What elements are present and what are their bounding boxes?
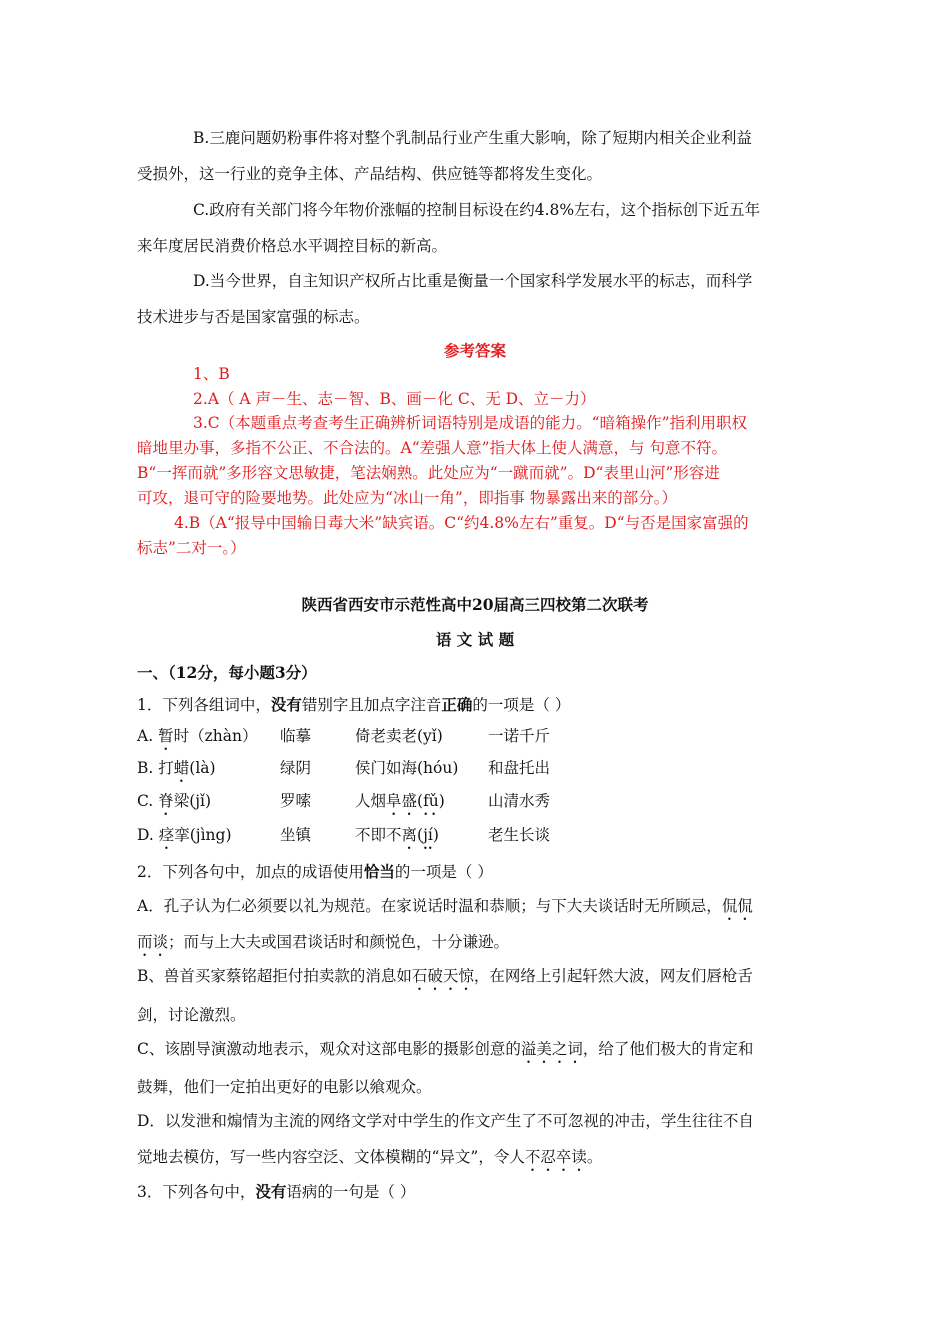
option-d-line1: D.当今世界，自主知识产权所占比重是衡量一个国家科学发展水平的标志，而科学: [193, 272, 753, 290]
answers-title: 参考答案: [443, 341, 506, 360]
document-page: B.三鹿问题奶粉事件将对整个乳制品行业产生重大影响，除了短期内相关企业利益 受损外，这一行业的竞争主体、产品结构、供应链等都将发生变化。 C.政府有关部门将今年物价涨幅的控制目标设在约4.8%左右，这个指标创下近五年 来年度居民消费价格总水平调控目标的新高。 D.当今世界，自主知识产权所占比重是衡量一个国家科学发展水平的标志，而科学 技术进步与否是国家富强的标志。 参考答案 1、B 2.A（ A 声－生、志－智、B、画－化 C、无 D、立－力） 3.C（本题重点考查考生正确辨析词语特别是成语的能力。“暗箱操作”指利用职权 暗地里办事，多指不公正、不合法的。A“差强人意”指大体上使人满意，与 句意不符。 B“一挥而就”多形容文思敏捷，笔法娴熟。此处应为“一蹴而就”。D“表里山河”形容进 可攻，退可守的险要地势。此处应为“冰山一角”，即指事 物暴露出来的部分。） 4.B（A“报导中国输日毒大米”缺宾语。C“约4.8%左右”重复。D“与否是国家富强的 标志”二对一。） 陕西省西安市示范性高中20届高三四校第二次联考 语 文 试 题 一、（12分，每小题3分） 1．下列各组词中，没有错别字且加点字注音正确的一项是（ ） A. 暂时（zhàn） 临摹 倚老卖老(yǐ) 一诺千斤 B. 打蜡(là) 绿阴 侯门如海(hóu) 和盘托出 C. 脊梁(jǐ) 罗嗦 人烟阜盛(fǔ) 山清水秀 D. 痉挛(jìng) 坐镇 不即不离(jí) 老生长谈 2．下列各句中，加点的成语使用恰当的一项是（ ） A．孔子认为仁必须要以礼为规范。在家说话时温和恭顺；与下大夫谈话时无所顾忌，侃侃 而谈；而与上大夫或国君谈话时和颜悦色，十分谦逊。 B、兽首买家蔡铭超拒付拍卖款的消息如石破天惊，在网络上引起轩然大波，网友们唇枪舌 剑，讨论激烈。 C、该剧导演激动地表示，观众对这部电影的摄影创意的溢美之词，给了他们极大的肯定和 鼓舞，他们一定拍出更好的电影以飨观众。 D．以发泄和煽情为主流的网络文学对中学生的作文产生了不可忽视的冲击，学生往往不自 觉地去模仿，写一些内容空泛、文体模糊的“异文”，令人不忍卒读。 3．下列各句中，没有语病的一句是（ ）: [0, 0, 950, 1344]
option-b-line1: B.三鹿问题奶粉事件将对整个乳制品行业产生重大影响，除了短期内相关企业利益: [193, 129, 752, 147]
answer-1: 1、B: [193, 365, 230, 383]
option-c-line2: 来年度居民消费价格总水平调控目标的新高。: [137, 237, 448, 255]
question-2-stem: 2．下列各句中，加点的成语使用恰当的一项是（ ）: [137, 862, 493, 881]
question-2-option-a-line1: A．孔子认为仁必须要以礼为规范。在家说话时温和恭顺；与下大夫谈话时无所顾忌，侃侃: [137, 897, 753, 915]
question-1-stem: 1．下列各组词中，没有错别字且加点字注音正确的一项是（ ）: [137, 695, 571, 714]
option-b-line2: 受损外，这一行业的竞争主体、产品结构、供应链等都将发生变化。: [137, 165, 603, 183]
question-2-option-c-line1: C、该剧导演激动地表示，观众对这部电影的摄影创意的溢美之词，给了他们极大的肯定和: [137, 1040, 754, 1058]
question-2-option-c-line2: 鼓舞，他们一定拍出更好的电影以飨观众。: [137, 1078, 432, 1096]
option-c-line1: C.政府有关部门将今年物价涨幅的控制目标设在约4.8%左右，这个指标创下近五年: [193, 201, 761, 219]
question-2-option-d-line2: 觉地去模仿，写一些内容空泛、文体模糊的“异文”，令人不忍卒读。: [137, 1148, 603, 1166]
question-2-option-b-line1: B、兽首买家蔡铭超拒付拍卖款的消息如石破天惊，在网络上引起轩然大波，网友们唇枪舌: [137, 967, 753, 985]
answer-3-line3: B“一挥而就”多形容文思敏捷，笔法娴熟。此处应为“一蹴而就”。D“表里山河”形容进: [137, 464, 720, 482]
question-2-option-d-line1: D．以发泄和煽情为主流的网络文学对中学生的作文产生了不可忽视的冲击，学生往往不自: [137, 1112, 754, 1130]
question-2-option-a-line2: 而谈；而与上大夫或国君谈话时和颜悦色，十分谦逊。: [137, 933, 510, 951]
answer-3-line4: 可攻，退可守的险要地势。此处应为“冰山一角”，即指事 物暴露出来的部分。）: [137, 489, 678, 507]
answer-4-line1: 4.B（A“报导中国输日毒大米”缺宾语。C“约4.8%左右”重复。D“与否是国家富强的: [174, 514, 749, 532]
answer-3-line1: 3.C（本题重点考查考生正确辨析词语特别是成语的能力。“暗箱操作”指利用职权: [193, 414, 747, 432]
option-d-line2: 技术进步与否是国家富强的标志。: [137, 308, 370, 326]
section-1-heading: 一、（12分，每小题3分）: [137, 663, 317, 682]
answer-2: 2.A（ A 声－生、志－智、B、画－化 C、无 D、立－力）: [193, 390, 596, 408]
question-2-option-b-line2: 剑，讨论激烈。: [137, 1006, 246, 1024]
exam-subtitle: 语 文 试 题: [435, 630, 515, 649]
answer-3-line2: 暗地里办事，多指不公正、不合法的。A“差强人意”指大体上使人满意，与 句意不符。: [137, 439, 727, 457]
question-3-stem: 3．下列各句中，没有语病的一句是（ ）: [137, 1182, 416, 1201]
answer-4-line2: 标志”二对一。）: [137, 539, 246, 557]
exam-title: 陕西省西安市示范性高中20届高三四校第二次联考: [301, 595, 649, 614]
